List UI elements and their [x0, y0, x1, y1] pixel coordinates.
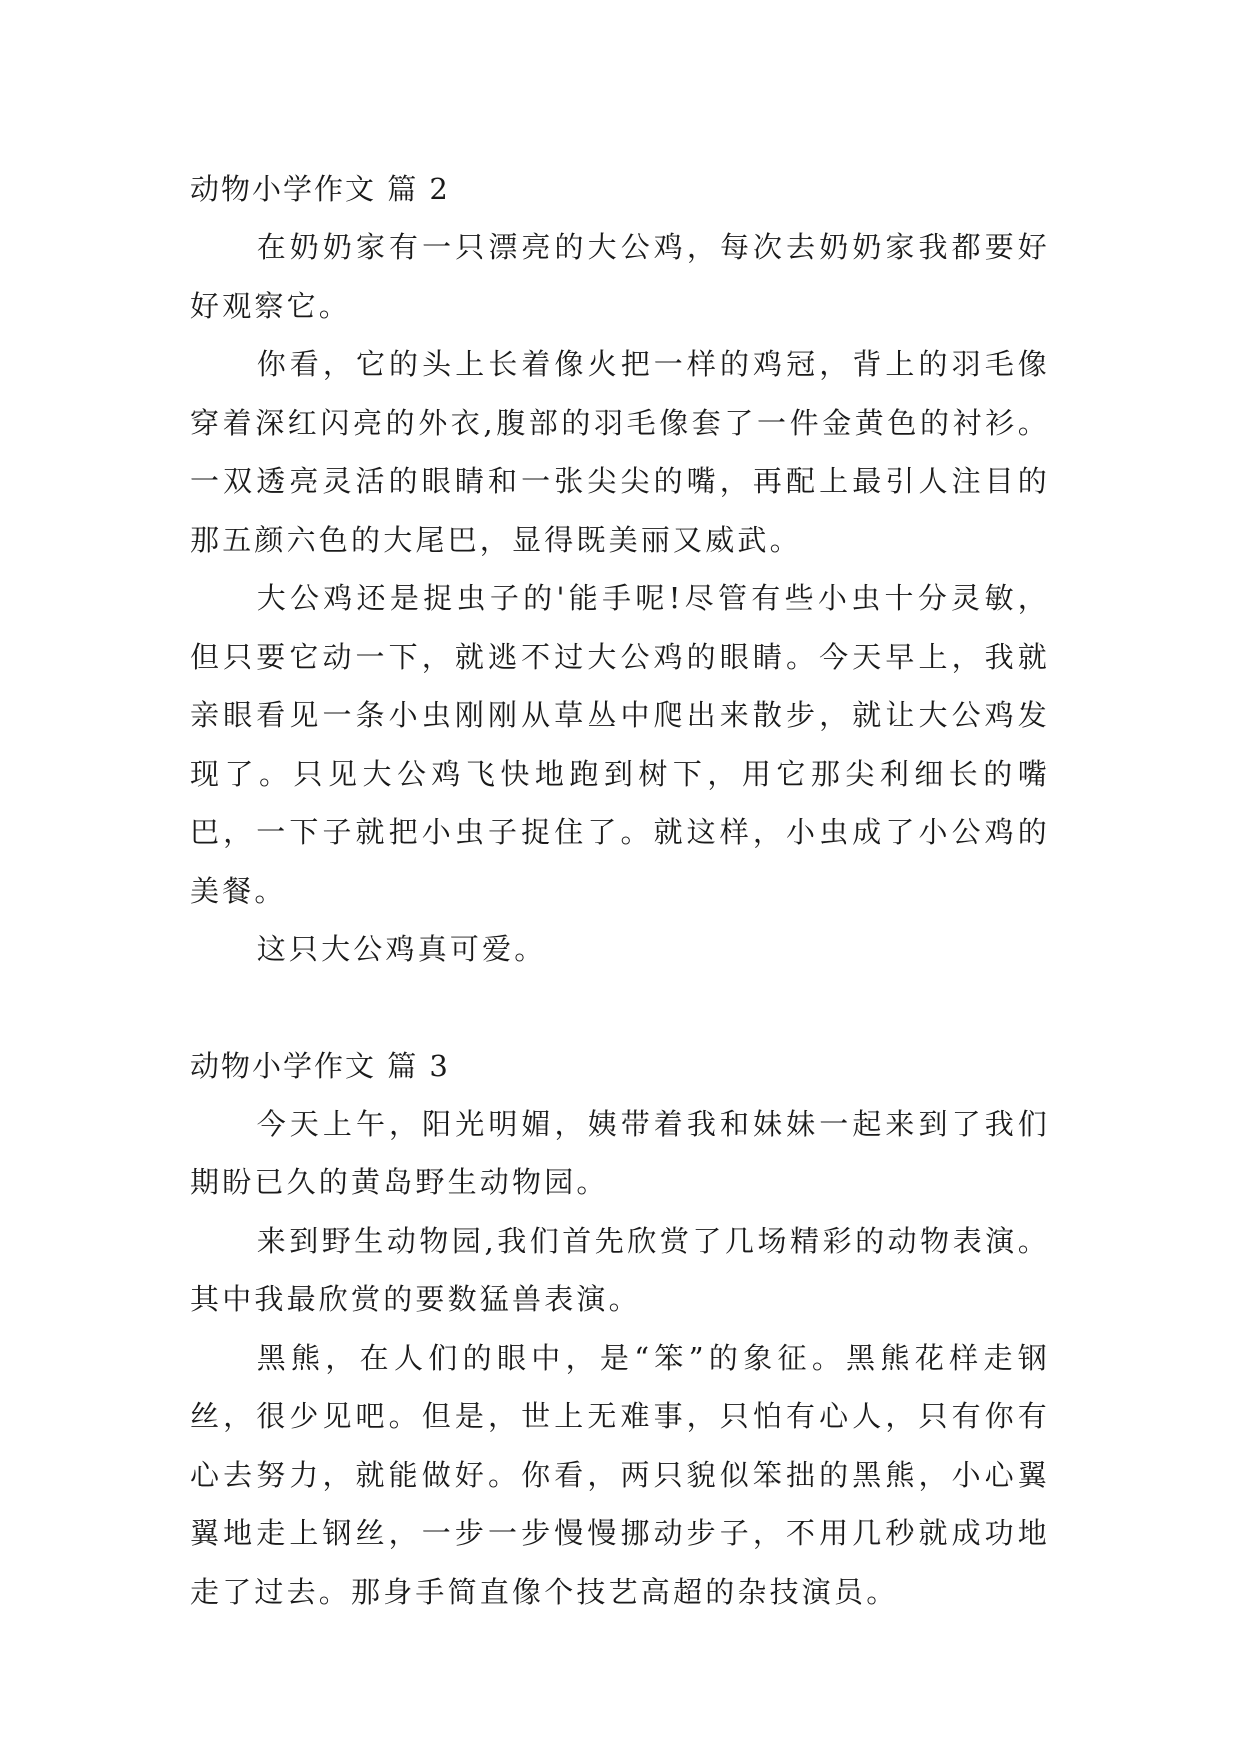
essay-section-3 [190, 1037, 1050, 1622]
paragraph: 你看，它的头上长着像火把一样的鸡冠，背上的羽毛像穿着深红闪亮的外衣,腹部的羽毛像套了一件金黄色的衬衫。一双透亮灵活的眼睛和一张尖尖的嘴，再配上最引人注目的那五颜六色的大尾巴，显得既美丽又威武。 [190, 347, 1050, 557]
paragraph: 黑熊，在人们的眼中，是“笨”的象征。黑熊花样走钢丝，很少见吧。但是，世上无难事，只怕有心人，只有你有心去努力，就能做好。你看，两只貌似笨拙的黑熊，小心翼翼地走上钢丝，一步一步慢慢挪动步子，不用几秒就成功地走了过去。那身手简直像个技艺高超的杂技演员。 [190, 1340, 1050, 1609]
paragraph: 大公鸡还是捉虫子的'能手呢!尽管有些小虫十分灵敏，但只要它动一下，就逃不过大公鸡的眼睛。今天早上，我就亲眼看见一条小虫刚刚从草丛中爬出来散步，就让大公鸡发现了。只见大公鸡飞快地跑到树下，用它那尖利细长的嘴巴，一下子就把小虫子捉住了。就这样，小虫成了小公鸡的美餐。 [190, 581, 1050, 908]
paragraph: 这只大公鸡真可爱。 [256, 932, 547, 966]
document-page [190, 160, 1050, 1621]
section-title: 动物小学作文 篇 3 [190, 1048, 450, 1083]
paragraph: 来到野生动物园,我们首先欣赏了几场精彩的动物表演。其中我最欣赏的要数猛兽表演。 [190, 1223, 1050, 1316]
paragraph: 在奶奶家有一只漂亮的大公鸡，每次去奶奶家我都要好好观察它。 [190, 230, 1050, 323]
paragraph: 今天上午，阳光明媚，姨带着我和妹妹一起来到了我们期盼已久的黄岛野生动物园。 [190, 1106, 1050, 1199]
essay-section-2 [190, 160, 1050, 979]
section-title: 动物小学作文 篇 2 [190, 172, 450, 206]
